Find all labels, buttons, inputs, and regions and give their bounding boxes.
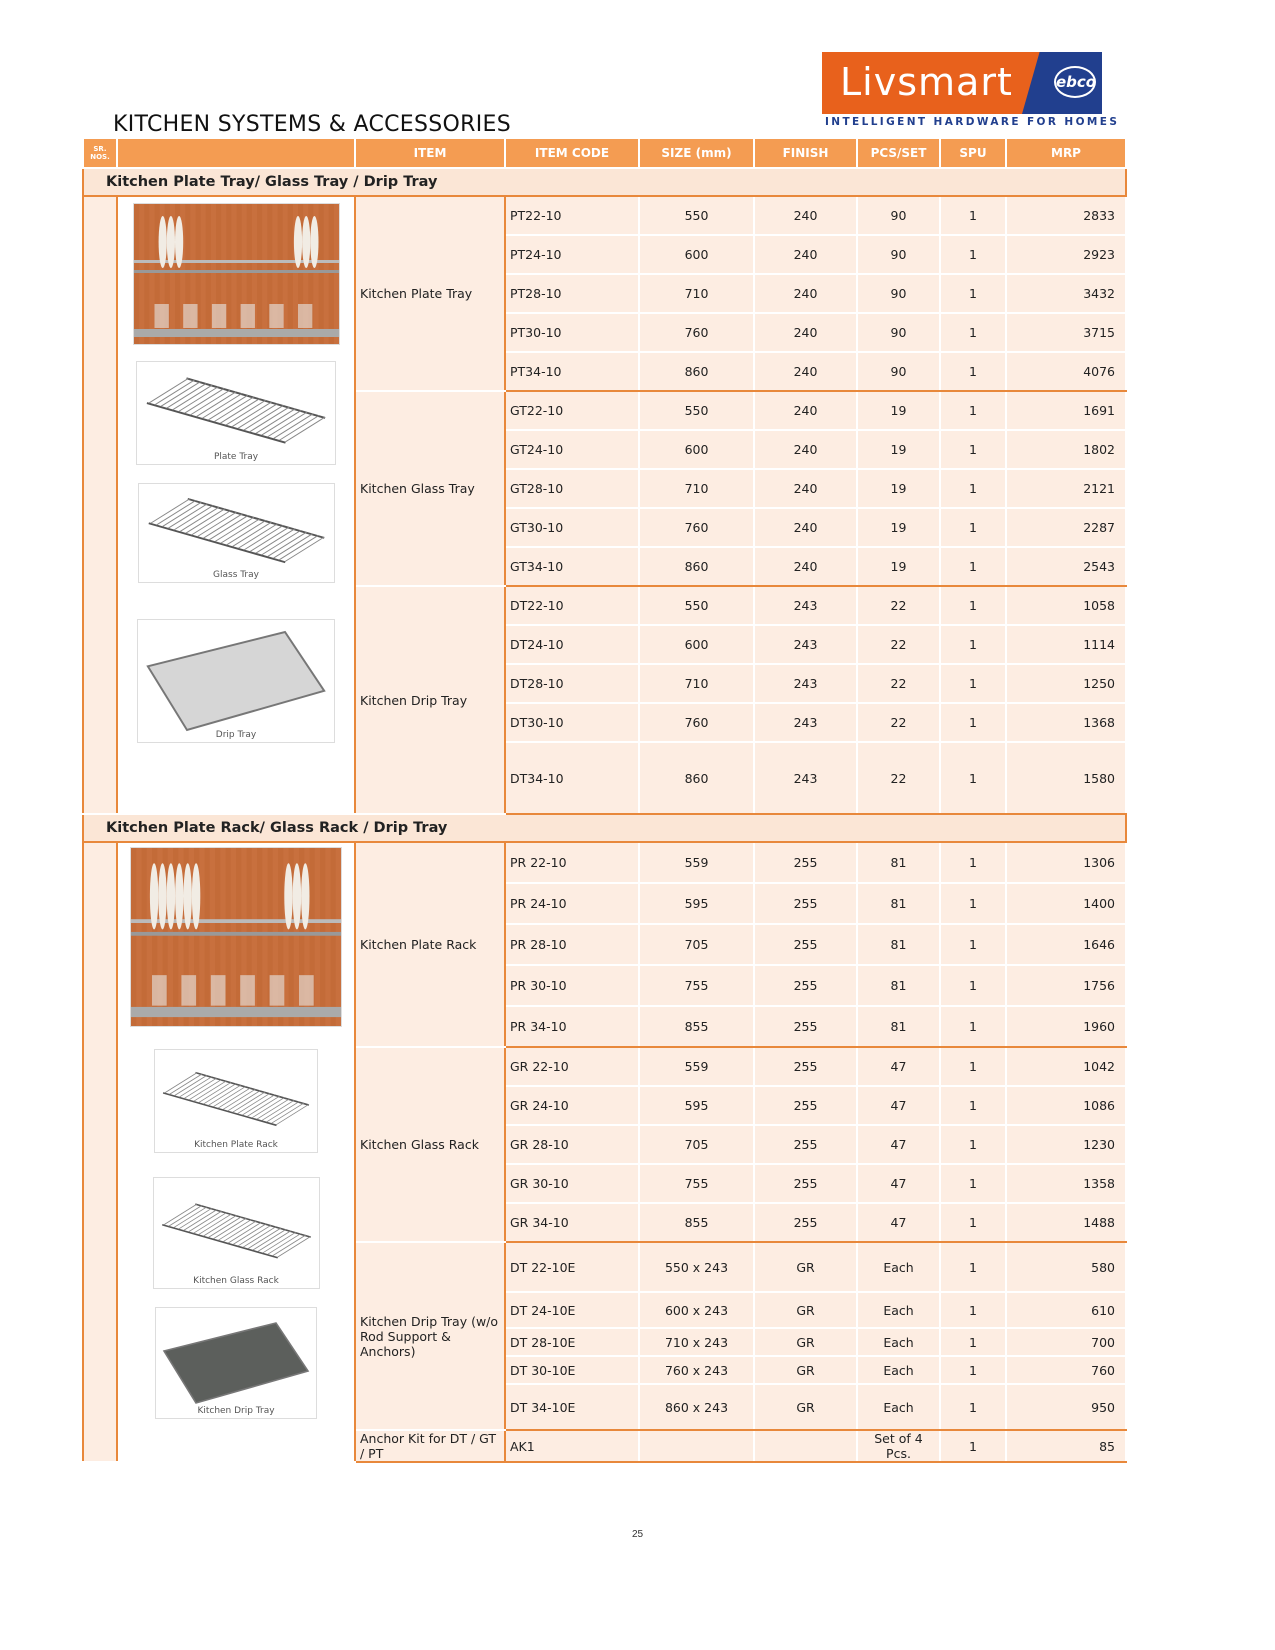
pcs-per-set: Each — [857, 1292, 940, 1328]
price-table-wrapper — [82, 137, 1125, 1463]
size — [639, 1430, 754, 1462]
pcs-per-set: 81 — [857, 924, 940, 965]
size: 559 — [639, 842, 754, 883]
pcs-per-set: 19 — [857, 391, 940, 430]
spu: 1 — [940, 1086, 1006, 1125]
spu: 1 — [940, 508, 1006, 547]
plate-rack-installed-photo — [130, 847, 342, 1027]
plate-tray-diagram — [136, 361, 336, 465]
spu: 1 — [940, 965, 1006, 1006]
pcs-per-set: 90 — [857, 235, 940, 274]
col-header-sr: SR. NOS. — [83, 138, 117, 168]
size: 550 — [639, 586, 754, 625]
page-number: 25 — [631, 1529, 644, 1540]
mrp: 2121 — [1006, 469, 1126, 508]
finish: 240 — [754, 313, 857, 352]
item-code: PR 34-10 — [505, 1006, 639, 1047]
spu: 1 — [940, 625, 1006, 664]
size: 760 — [639, 313, 754, 352]
item-name: Kitchen Drip Tray (w/o Rod Support & Anchors) — [355, 1242, 505, 1430]
product-images-cell — [117, 196, 355, 814]
spu: 1 — [940, 1242, 1006, 1292]
spu: 1 — [940, 1164, 1006, 1203]
item-name: Kitchen Glass Tray — [355, 391, 505, 586]
mrp: 760 — [1006, 1356, 1126, 1384]
item-code: AK1 — [505, 1430, 639, 1462]
finish: 243 — [754, 625, 857, 664]
item-code: PT22-10 — [505, 196, 639, 235]
size: 760 — [639, 508, 754, 547]
size: 860 x 243 — [639, 1384, 754, 1430]
table-row — [83, 842, 1126, 883]
size: 860 — [639, 352, 754, 391]
plate-tray-installed-photo — [133, 203, 340, 345]
item-code: PR 24-10 — [505, 883, 639, 924]
pcs-per-set: 19 — [857, 430, 940, 469]
pcs-per-set: Each — [857, 1328, 940, 1356]
mrp: 1691 — [1006, 391, 1126, 430]
item-code: GT28-10 — [505, 469, 639, 508]
size: 705 — [639, 1125, 754, 1164]
mrp: 1646 — [1006, 924, 1126, 965]
finish: 240 — [754, 391, 857, 430]
spu: 1 — [940, 547, 1006, 586]
item-code: DT 22-10E — [505, 1242, 639, 1292]
logo-orange-panel — [822, 52, 1040, 114]
item-code: PT30-10 — [505, 313, 639, 352]
pcs-per-set: Set of 4 Pcs. — [857, 1430, 940, 1462]
size: 710 — [639, 664, 754, 703]
pcs-per-set: 22 — [857, 703, 940, 742]
mrp: 610 — [1006, 1292, 1126, 1328]
spu: 1 — [940, 1292, 1006, 1328]
size: 705 — [639, 924, 754, 965]
mrp: 2833 — [1006, 196, 1126, 235]
pcs-per-set: 47 — [857, 1164, 940, 1203]
mrp: 1114 — [1006, 625, 1126, 664]
finish: GR — [754, 1384, 857, 1430]
mrp: 3715 — [1006, 313, 1126, 352]
pcs-per-set: 90 — [857, 274, 940, 313]
col-header-image — [117, 138, 355, 168]
spu: 1 — [940, 469, 1006, 508]
finish: 255 — [754, 1047, 857, 1086]
col-header-item: ITEM — [355, 138, 505, 168]
image-caption: Drip Tray — [215, 730, 257, 740]
finish: 255 — [754, 842, 857, 883]
ebco-logo-icon: ebco — [1054, 66, 1096, 98]
mrp: 1488 — [1006, 1203, 1126, 1242]
finish: 240 — [754, 547, 857, 586]
glass-tray-diagram — [138, 483, 335, 583]
mrp: 1580 — [1006, 742, 1126, 814]
finish: 240 — [754, 235, 857, 274]
pcs-per-set: 47 — [857, 1086, 940, 1125]
finish: 255 — [754, 1125, 857, 1164]
pcs-per-set: Each — [857, 1384, 940, 1430]
finish: 240 — [754, 430, 857, 469]
mrp: 1042 — [1006, 1047, 1126, 1086]
size: 710 — [639, 274, 754, 313]
col-header-code: ITEM CODE — [505, 138, 639, 168]
item-code: DT24-10 — [505, 625, 639, 664]
item-code: GR 34-10 — [505, 1203, 639, 1242]
item-code: GT24-10 — [505, 430, 639, 469]
size: 760 — [639, 703, 754, 742]
table-row — [83, 196, 1126, 235]
finish: 255 — [754, 1086, 857, 1125]
finish: GR — [754, 1242, 857, 1292]
finish: 243 — [754, 664, 857, 703]
spu: 1 — [940, 1047, 1006, 1086]
spu: 1 — [940, 1006, 1006, 1047]
drip-tray-photo — [155, 1307, 317, 1419]
item-name: Kitchen Glass Rack — [355, 1047, 505, 1242]
finish: 240 — [754, 508, 857, 547]
size: 755 — [639, 965, 754, 1006]
mrp: 1960 — [1006, 1006, 1126, 1047]
size: 855 — [639, 1006, 754, 1047]
pcs-per-set: Each — [857, 1356, 940, 1384]
pcs-per-set: 19 — [857, 547, 940, 586]
plate-rack-diagram — [154, 1049, 318, 1153]
pcs-per-set: 47 — [857, 1047, 940, 1086]
mrp: 4076 — [1006, 352, 1126, 391]
finish: 255 — [754, 1164, 857, 1203]
sr-number-cell — [83, 196, 117, 814]
table-header-row — [83, 138, 1126, 168]
image-caption: Kitchen Glass Rack — [193, 1276, 279, 1286]
spu: 1 — [940, 742, 1006, 814]
image-caption: Kitchen Drip Tray — [197, 1406, 275, 1416]
mrp: 1368 — [1006, 703, 1126, 742]
section-header-row — [83, 168, 1126, 196]
mrp: 950 — [1006, 1384, 1126, 1430]
spu: 1 — [940, 1125, 1006, 1164]
item-code: DT 24-10E — [505, 1292, 639, 1328]
spu: 1 — [940, 430, 1006, 469]
spu: 1 — [940, 1384, 1006, 1430]
size: 595 — [639, 883, 754, 924]
item-code: GT30-10 — [505, 508, 639, 547]
mrp: 1400 — [1006, 883, 1126, 924]
mrp: 1802 — [1006, 430, 1126, 469]
mrp: 2543 — [1006, 547, 1126, 586]
pcs-per-set: Each — [857, 1242, 940, 1292]
glass-rack-diagram — [153, 1177, 320, 1289]
size: 559 — [639, 1047, 754, 1086]
price-table — [82, 137, 1127, 1463]
mrp: 1086 — [1006, 1086, 1126, 1125]
brand-tagline: INTELLIGENT HARDWARE FOR HOMES — [825, 116, 1120, 128]
mrp: 1306 — [1006, 842, 1126, 883]
col-header-size: SIZE (mm) — [639, 138, 754, 168]
item-name: Anchor Kit for DT / GT / PT — [355, 1430, 505, 1462]
item-code: DT30-10 — [505, 703, 639, 742]
spu: 1 — [940, 664, 1006, 703]
item-code: DT 30-10E — [505, 1356, 639, 1384]
mrp: 1756 — [1006, 965, 1126, 1006]
item-name: Kitchen Drip Tray — [355, 586, 505, 814]
spu: 1 — [940, 586, 1006, 625]
spu: 1 — [940, 352, 1006, 391]
section-title: Kitchen Plate Rack/ Glass Rack / Drip Tray — [83, 814, 1126, 842]
item-code: DT22-10 — [505, 586, 639, 625]
size: 710 — [639, 469, 754, 508]
item-code: DT 28-10E — [505, 1328, 639, 1356]
item-code: PT28-10 — [505, 274, 639, 313]
mrp: 1358 — [1006, 1164, 1126, 1203]
spu: 1 — [940, 196, 1006, 235]
item-code: GR 24-10 — [505, 1086, 639, 1125]
mrp: 1058 — [1006, 586, 1126, 625]
item-code: GR 30-10 — [505, 1164, 639, 1203]
mrp: 1230 — [1006, 1125, 1126, 1164]
size: 550 — [639, 391, 754, 430]
size: 860 — [639, 547, 754, 586]
finish: GR — [754, 1328, 857, 1356]
finish — [754, 1430, 857, 1462]
pcs-per-set: 81 — [857, 883, 940, 924]
item-code: GT34-10 — [505, 547, 639, 586]
finish: 255 — [754, 883, 857, 924]
spu: 1 — [940, 313, 1006, 352]
pcs-per-set: 90 — [857, 196, 940, 235]
finish: 240 — [754, 469, 857, 508]
product-images-cell — [117, 842, 355, 1462]
finish: GR — [754, 1292, 857, 1328]
pcs-per-set: 47 — [857, 1125, 940, 1164]
finish: 240 — [754, 274, 857, 313]
mrp: 700 — [1006, 1328, 1126, 1356]
finish: 255 — [754, 1203, 857, 1242]
item-code: GR 22-10 — [505, 1047, 639, 1086]
pcs-per-set: 22 — [857, 664, 940, 703]
section-header-row — [83, 814, 1126, 842]
pcs-per-set: 81 — [857, 1006, 940, 1047]
spu: 1 — [940, 1356, 1006, 1384]
col-header-finish: FINISH — [754, 138, 857, 168]
size: 600 — [639, 625, 754, 664]
table-body — [83, 168, 1126, 1462]
pcs-per-set: 81 — [857, 965, 940, 1006]
size: 600 — [639, 235, 754, 274]
item-code: DT34-10 — [505, 742, 639, 814]
pcs-per-set: 19 — [857, 508, 940, 547]
pcs-per-set: 90 — [857, 313, 940, 352]
spu: 1 — [940, 842, 1006, 883]
spu: 1 — [940, 924, 1006, 965]
item-code: PR 30-10 — [505, 965, 639, 1006]
spu: 1 — [940, 703, 1006, 742]
sr-number-cell — [83, 842, 117, 1462]
pcs-per-set: 19 — [857, 469, 940, 508]
size: 710 x 243 — [639, 1328, 754, 1356]
size: 755 — [639, 1164, 754, 1203]
mrp: 1250 — [1006, 664, 1126, 703]
spu: 1 — [940, 1328, 1006, 1356]
col-header-mrp: MRP — [1006, 138, 1126, 168]
item-code: PR 28-10 — [505, 924, 639, 965]
finish: 255 — [754, 1006, 857, 1047]
finish: 255 — [754, 924, 857, 965]
size: 600 x 243 — [639, 1292, 754, 1328]
pcs-per-set: 81 — [857, 842, 940, 883]
mrp: 3432 — [1006, 274, 1126, 313]
item-code: DT28-10 — [505, 664, 639, 703]
pcs-per-set: 22 — [857, 742, 940, 814]
size: 760 x 243 — [639, 1356, 754, 1384]
spu: 1 — [940, 1430, 1006, 1462]
item-code: PT34-10 — [505, 352, 639, 391]
image-caption: Plate Tray — [213, 452, 259, 462]
spu: 1 — [940, 883, 1006, 924]
col-header-pcs: PCS/SET — [857, 138, 940, 168]
item-code: PT24-10 — [505, 235, 639, 274]
mrp: 2923 — [1006, 235, 1126, 274]
size: 855 — [639, 1203, 754, 1242]
finish: 243 — [754, 703, 857, 742]
item-code: DT 34-10E — [505, 1384, 639, 1430]
item-name: Kitchen Plate Rack — [355, 842, 505, 1047]
image-caption: Kitchen Plate Rack — [194, 1140, 278, 1150]
drip-tray-diagram — [137, 619, 335, 743]
size: 550 x 243 — [639, 1242, 754, 1292]
finish: GR — [754, 1356, 857, 1384]
size: 595 — [639, 1086, 754, 1125]
page-title: KITCHEN SYSTEMS & ACCESSORIES — [113, 112, 511, 137]
finish: 243 — [754, 742, 857, 814]
item-code: PR 22-10 — [505, 842, 639, 883]
pcs-per-set: 22 — [857, 586, 940, 625]
pcs-per-set: 47 — [857, 1203, 940, 1242]
mrp: 85 — [1006, 1430, 1126, 1462]
logo-wordmark: Livsmart — [840, 60, 1013, 104]
section-title: Kitchen Plate Tray/ Glass Tray / Drip Tray — [83, 168, 1126, 196]
size: 550 — [639, 196, 754, 235]
spu: 1 — [940, 274, 1006, 313]
brand-logo — [822, 52, 1102, 114]
mrp: 580 — [1006, 1242, 1126, 1292]
pcs-per-set: 90 — [857, 352, 940, 391]
size: 860 — [639, 742, 754, 814]
col-header-spu: SPU — [940, 138, 1006, 168]
item-code: GR 28-10 — [505, 1125, 639, 1164]
spu: 1 — [940, 391, 1006, 430]
size: 600 — [639, 430, 754, 469]
item-name: Kitchen Plate Tray — [355, 196, 505, 391]
item-code: GT22-10 — [505, 391, 639, 430]
spu: 1 — [940, 235, 1006, 274]
finish: 240 — [754, 352, 857, 391]
finish: 240 — [754, 196, 857, 235]
image-caption: Glass Tray — [213, 570, 259, 580]
spu: 1 — [940, 1203, 1006, 1242]
finish: 255 — [754, 965, 857, 1006]
mrp: 2287 — [1006, 508, 1126, 547]
pcs-per-set: 22 — [857, 625, 940, 664]
finish: 243 — [754, 586, 857, 625]
